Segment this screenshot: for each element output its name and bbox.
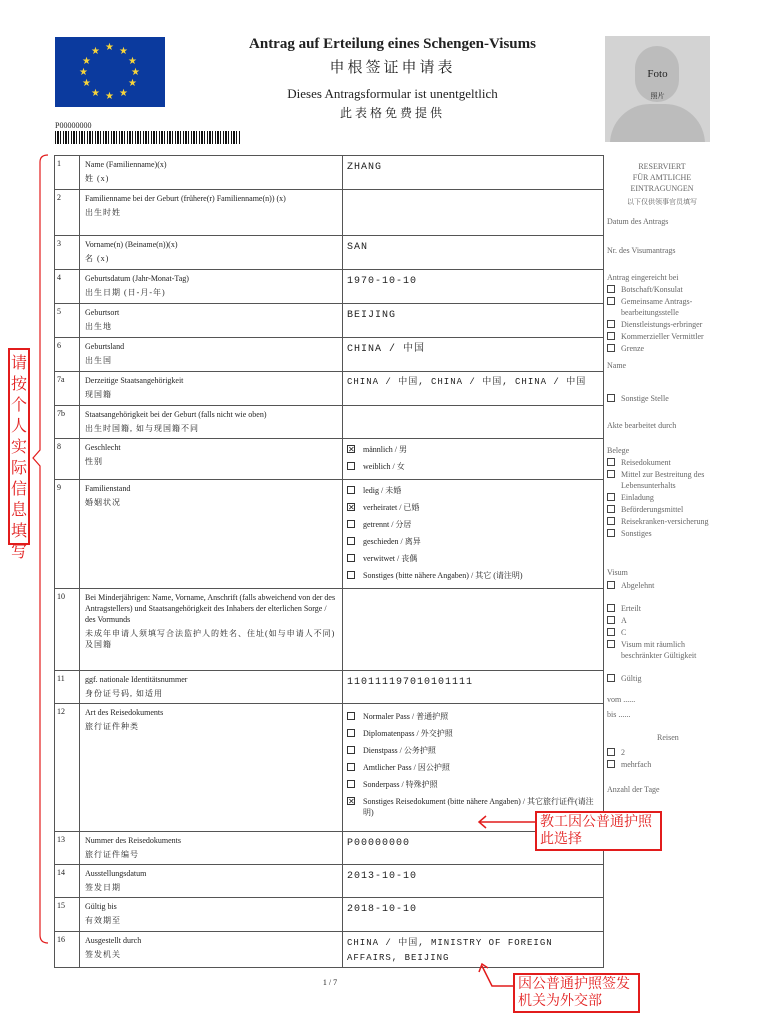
row-label: Name (Familienname)(x) 姓 (x) [80,156,343,189]
row-number: 6 [55,338,80,371]
passport-number-field[interactable]: P00000000 [347,838,411,849]
row-label: Art des Reisedokuments 旅行证件种类 [80,704,343,831]
row-label: Gültig bis 有效期至 [80,898,343,931]
row-number: 9 [55,480,80,588]
official-option: Einladung [607,492,717,503]
valid-from-label: vom ...... [607,695,636,704]
submitted-at-label: Antrag eingereicht bei [607,273,679,282]
issue-date-field[interactable]: 2013-10-10 [347,871,418,882]
form-row-15 [55,898,603,932]
checkbox[interactable] [347,712,355,720]
row-label: Ausgestellt durch 签发机关 [80,932,343,967]
valid-to-label: bis ...... [607,710,631,719]
marital-option[interactable]: ✕ verheiratet / 已婚 [348,503,420,512]
row-number: 16 [55,932,80,967]
application-date-label: Datum des Antrags [607,217,669,226]
official-option: Reisekranken-versicherung [607,516,717,527]
official-use-column [607,155,717,795]
official-heading: RESERVIERT FÜR AMTLICHE EINTRAGUNGEN 以下仅供领事官员填写 [627,162,697,206]
free-notice-zh: 此表格免费提供 [339,106,445,120]
documents-label: Belege [607,446,630,455]
row-number: 13 [55,832,80,864]
row-label: Ausstellungsdatum 签发日期 [80,865,343,897]
doc-type-option[interactable]: Amtlicher Pass / 因公护照 [347,762,599,773]
birth-country-field[interactable]: CHINA / 中国 [347,344,426,355]
checkbox[interactable] [347,571,355,579]
first-name-field[interactable]: SAN [347,242,369,253]
checkbox[interactable] [347,462,355,470]
row-label: Bei Minderjährigen: Name, Vorname, Anschrift (falls abweichend von der des Antragstellers) und Staatsangehörigkeit des Inhabers der elterlichen Sorge / des Vormunds 未成年申请人须填写合法监护人的姓名、住址(如与申请人不同)及国籍 [80,589,343,670]
trips-label: Reisen [657,733,679,742]
official-option: Gemeinsame Antrags-bearbeitungsstelle [607,296,717,318]
surname-field[interactable]: ZHANG [347,162,383,173]
application-form [54,155,604,968]
doc-type-option[interactable]: ✕ Sonstiges Reisedokument (bitte nähere Angaben) / 其它旅行证件(请注明) [348,797,594,817]
checkbox[interactable] [347,486,355,494]
row-label: Geschlecht 性别 [80,439,343,479]
birth-date-field[interactable]: 1970-10-10 [347,276,418,287]
row-label: Familienname bei der Geburt (frühere(r) Familienname(n)) (x) 出生时姓 [80,190,343,235]
nationality-field[interactable]: CHINA / 中国, CHINA / 中国, CHINA / 中国 [347,377,587,387]
sex-option-male[interactable]: ✕ männlich / 男 [348,445,407,454]
row-label: Geburtsort 出生地 [80,304,343,337]
official-option: Dienstleistungs-erbringer [607,319,717,330]
row-number: 4 [55,270,80,303]
form-row-8 [55,439,603,480]
row-label: Familienstand 婚姻状况 [80,480,343,588]
file-handled-label: Akte bearbeitet durch [607,421,677,430]
barcode [55,131,240,144]
row-label: Derzeitige Staatsangehörigkeit 现国籍 [80,372,343,405]
barcode-number: P00000000 [55,121,92,130]
marital-option[interactable]: ledig / 未婚 [347,485,599,496]
form-row-14 [55,865,603,898]
official-option: C [607,627,717,638]
title-de: Antrag auf Erteilung eines Schengen-Visums [249,36,536,52]
row-label: Staatsangehörigkeit bei der Geburt (falls nicht wie oben) 出生时国籍, 如与现国籍不同 [80,406,343,438]
row-number: 7a [55,372,80,405]
row-number: 2 [55,190,80,235]
row-number: 15 [55,898,80,931]
marital-option[interactable]: verwitwet / 丧偶 [347,553,599,564]
eu-flag: ★ ★ ★ ★ ★ ★ ★ ★ ★ ★ ★ ★ [55,37,165,107]
photo-placeholder [605,36,710,142]
official-option: mehrfach [607,759,717,770]
checkbox[interactable] [347,729,355,737]
official-option: Gültig [607,673,717,684]
page-number: 1 / 7 [322,978,338,987]
form-row-7b [55,406,603,439]
row-number: 7b [55,406,80,438]
arrow-icon [476,812,538,832]
official-option: Erteilt [607,603,717,614]
row-number: 5 [55,304,80,337]
official-option: Reisedokument [607,457,717,468]
official-option: Grenze [607,343,717,354]
checkbox[interactable] [347,554,355,562]
checkbox-checked[interactable]: ✕ [348,445,355,454]
row-number: 1 [55,156,80,189]
official-option: Abgelehnt [607,580,717,591]
checkbox[interactable] [347,763,355,771]
id-number-field[interactable]: 110111197010101111 [347,677,474,688]
row-number: 11 [55,671,80,703]
form-row-3 [55,236,603,270]
row-label: Geburtsland 出生国 [80,338,343,371]
sex-options [343,439,603,479]
form-row-9 [55,480,603,589]
row-label: Nummer des Reisedokuments 旅行证件编号 [80,832,343,864]
official-option: 2 [607,747,717,758]
row-number: 10 [55,589,80,670]
official-option: Visum mit räumlich beschränkter Gültigkeit [607,639,717,661]
photo-label-zh: 照片 [650,92,665,100]
application-number-label: Nr. des Visumantrags [607,246,676,255]
form-row-16 [55,932,603,968]
checkbox-checked[interactable]: ✕ [348,503,355,512]
left-brace [28,150,58,950]
form-row-1 [55,156,603,190]
left-instruction-note: 请按个人实际信息填写 [8,348,30,545]
row-label: Vorname(n) (Beiname(n))(x) 名 (x) [80,236,343,269]
form-row-7a [55,372,603,406]
checkbox[interactable] [347,780,355,788]
valid-until-field[interactable]: 2018-10-10 [347,904,418,915]
annotation-note-1: 教工因公普通护照此选择 [535,811,662,851]
row-number: 3 [55,236,80,269]
doc-type-option[interactable]: Normaler Pass / 普通护照 [347,711,599,722]
official-option: Sonstiges [607,528,717,539]
official-option: Mittel zur Bestreitung des Lebensunterhalts [607,469,717,491]
form-row-6 [55,338,603,372]
checkbox[interactable] [347,520,355,528]
doc-type-option[interactable]: Sonderpass / 特殊护照 [347,779,599,790]
official-option: Beförderungsmittel [607,504,717,515]
sex-option-female[interactable]: weiblich / 女 [347,461,599,472]
marital-option[interactable]: Sonstiges (bitte nähere Angaben) / 其它 (请注明) [347,570,599,581]
form-row-11 [55,671,603,704]
free-notice-de: Dieses Antragsformular ist unentgeltlich [287,86,498,101]
guardian-field[interactable] [343,589,603,670]
checkbox[interactable] [347,537,355,545]
title-zh: 申根签证申请表 [329,60,456,76]
form-row-2 [55,190,603,236]
marital-status-options [343,480,603,588]
birth-surname-field[interactable] [343,190,603,235]
official-option: A [607,615,717,626]
birth-nationality-field[interactable] [343,406,603,438]
doc-type-option[interactable]: Dienstpass / 公务护照 [347,745,599,756]
row-number: 14 [55,865,80,897]
form-row-13 [55,832,603,865]
form-row-10 [55,589,603,671]
name-label: Name [607,361,627,370]
doc-type-option[interactable]: Diplomatenpass / 外交护照 [347,728,599,739]
visa-label: Visum [607,568,628,577]
checkbox-checked[interactable]: ✕ [348,797,355,806]
official-option: Sonstige Stelle [607,393,717,404]
birth-place-field[interactable]: BEIJING [347,310,397,321]
row-number: 12 [55,704,80,831]
official-option: Kommerzieller Vermittler [607,331,717,342]
days-label: Anzahl der Tage [607,785,660,794]
row-number: 8 [55,439,80,479]
photo-label-de: Foto [647,68,668,80]
annotation-note-2: 因公普通护照签发机关为外交部 [513,973,640,1013]
row-label: Geburtsdatum (Jahr-Monat-Tag) 出生日期 (日-月-年) [80,270,343,303]
official-option: Botschaft/Konsulat [607,284,717,295]
marital-option[interactable]: geschieden / 离异 [347,536,599,547]
form-row-4 [55,270,603,304]
checkbox[interactable] [347,746,355,754]
row-label: ggf. nationale Identitätsnummer 身份证号码, 如适用 [80,671,343,703]
form-row-5 [55,304,603,338]
issued-by-field[interactable]: CHINA / 中国, MINISTRY OF FOREIGN AFFAIRS, BEIJING [347,938,553,963]
marital-option[interactable]: getrennt / 分居 [347,519,599,530]
